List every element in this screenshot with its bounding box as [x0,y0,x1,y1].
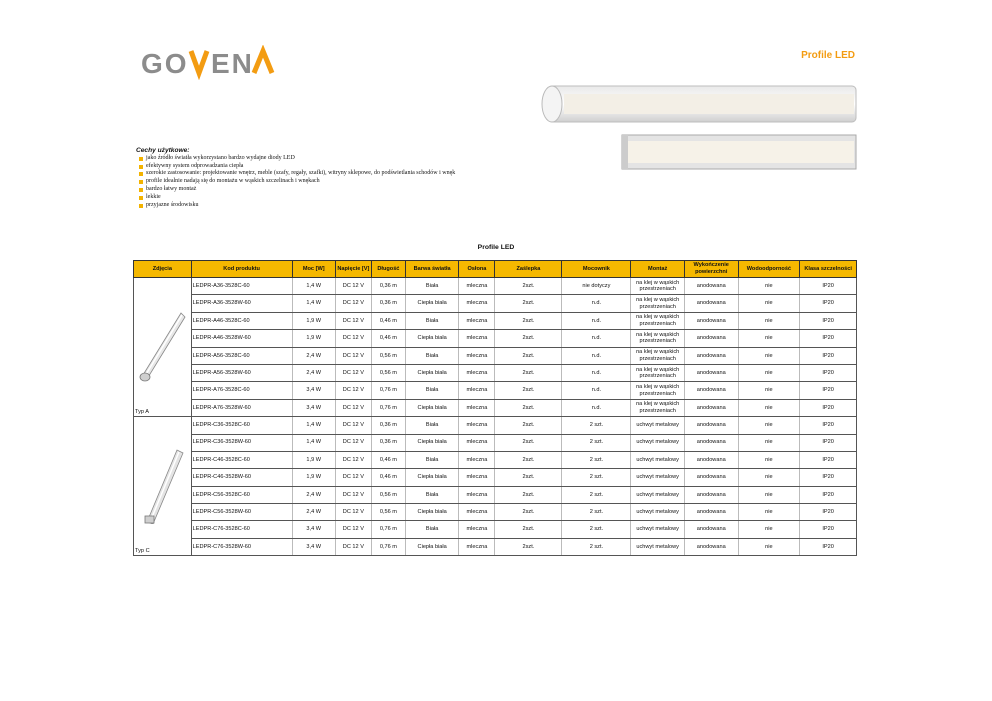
column-header: Mocownik [562,261,631,278]
logo-a-mark [254,51,272,73]
table-cell: mleczna [459,434,495,451]
table-cell: 2szt. [495,504,562,521]
govena-logo [141,45,276,80]
table-cell: IP20 [800,330,857,347]
table-cell: 2,4 W [292,504,335,521]
table-cell: IP20 [800,382,857,399]
table-cell: 2szt. [495,278,562,295]
product-code-cell: LEDPR-A76-3528C-60 [191,382,292,399]
table-cell: DC 12 V [335,295,371,312]
table-title: Profile LED [477,244,515,251]
table-cell: Ciepła biała [405,330,459,347]
table-cell: IP20 [800,486,857,503]
feature-item: profile idealnie nadają się do montażu w wąskich szczelinach i wnękach [136,178,455,186]
table-row [134,382,857,399]
table-cell: anodowana [684,538,738,555]
table-cell: 2szt. [495,469,562,486]
table-cell: mleczna [459,504,495,521]
logo-v-mark [191,51,207,73]
table-cell: nie [738,330,800,347]
feature-item: przyjazne środowisku [136,202,455,210]
column-header: Wykończenie powierzchni [684,261,738,278]
table-cell: 3,4 W [292,399,335,416]
table-cell: 2 szt. [562,434,631,451]
table-cell: anodowana [684,434,738,451]
table-cell: Ciepła biała [405,295,459,312]
table-cell: IP20 [800,451,857,468]
table-cell: Biała [405,521,459,538]
led-profile-typ-c-photo [137,444,187,524]
table-cell: Ciepła biała [405,399,459,416]
table-cell: n.d. [562,295,631,312]
table-cell: 2szt. [495,364,562,381]
table-row [134,295,857,312]
type-label: Typ C [135,547,150,554]
table-cell: IP20 [800,504,857,521]
table-cell: 2szt. [495,330,562,347]
product-code-cell: LEDPR-A56-3528C-60 [191,347,292,364]
table-cell: Biała [405,347,459,364]
table-cell: mleczna [459,417,495,434]
table-cell: IP20 [800,469,857,486]
product-code-cell: LEDPR-A36-3528W-60 [191,295,292,312]
product-code-cell: LEDPR-C46-3528C-60 [191,451,292,468]
table-cell: 2,4 W [292,347,335,364]
table-cell: uchwyt metalowy [631,486,685,503]
table-cell: mleczna [459,538,495,555]
table-cell: 2szt. [495,312,562,329]
table-cell: DC 12 V [335,469,371,486]
table-row [134,312,857,329]
table-cell: mleczna [459,469,495,486]
table-cell: 2 szt. [562,521,631,538]
table-row [134,347,857,364]
table-cell: DC 12 V [335,486,371,503]
table-cell: nie [738,486,800,503]
table-cell: 0,56 m [371,486,405,503]
table-cell: 1,4 W [292,417,335,434]
table-cell: IP20 [800,434,857,451]
table-cell: mleczna [459,451,495,468]
features-heading: Cechy użytkowe: [136,147,190,154]
table-cell: nie [738,295,800,312]
table-row [134,538,857,555]
table-cell: na klej w wąskich przestrzeniach [631,399,685,416]
column-header: Kod produktu [191,261,292,278]
table-row [134,364,857,381]
table-cell: mleczna [459,399,495,416]
table-cell: nie [738,504,800,521]
table-cell: Biała [405,451,459,468]
table-cell: DC 12 V [335,399,371,416]
table-cell: n.d. [562,330,631,347]
column-header: Osłona [459,261,495,278]
table-row [134,330,857,347]
table-cell: 0,46 m [371,451,405,468]
table-cell: DC 12 V [335,538,371,555]
table-cell: anodowana [684,469,738,486]
column-header: Barwa światła [405,261,459,278]
table-cell: na klej w wąskich przestrzeniach [631,347,685,364]
product-code-cell: LEDPR-A56-3528W-60 [191,364,292,381]
table-cell: IP20 [800,278,857,295]
table-cell: uchwyt metalowy [631,521,685,538]
table-cell: nie [738,417,800,434]
product-code-cell: LEDPR-C56-3528C-60 [191,486,292,503]
table-cell: Ciepła biała [405,469,459,486]
table-cell: uchwyt metalowy [631,469,685,486]
table-cell: 0,76 m [371,538,405,555]
product-code-cell: LEDPR-A76-3528W-60 [191,399,292,416]
table-cell: DC 12 V [335,417,371,434]
table-cell: DC 12 V [335,330,371,347]
product-photo-cell [134,278,192,417]
table-cell: 0,56 m [371,364,405,381]
table-cell: nie [738,312,800,329]
feature-item: efektywny system odprowadzania ciepła [136,163,455,171]
product-code-cell: LEDPR-C76-3528W-60 [191,538,292,555]
column-header: Zdjęcia [134,261,192,278]
table-cell: Biała [405,312,459,329]
table-cell: 1,4 W [292,295,335,312]
table-cell: 0,36 m [371,417,405,434]
table-cell: 2szt. [495,347,562,364]
table-cell: 3,4 W [292,538,335,555]
led-profile-photo-rounded [538,82,858,126]
product-code-cell: LEDPR-C46-3528W-60 [191,469,292,486]
table-cell: 0,36 m [371,434,405,451]
table-cell: n.d. [562,364,631,381]
column-header: Montaż [631,261,685,278]
table-cell: 3,4 W [292,382,335,399]
table-cell: 2szt. [495,399,562,416]
table-cell: mleczna [459,278,495,295]
table-cell: mleczna [459,295,495,312]
table-cell: 0,76 m [371,521,405,538]
table-cell: nie [738,434,800,451]
table-cell: 2szt. [495,295,562,312]
svg-text:EN: EN [211,48,254,79]
table-cell: anodowana [684,347,738,364]
table-cell: n.d. [562,399,631,416]
table-cell: na klej w wąskich przestrzeniach [631,382,685,399]
led-profile-photo-square [620,133,858,171]
table-cell: anodowana [684,312,738,329]
table-cell: anodowana [684,295,738,312]
column-header: Moc [W] [292,261,335,278]
feature-item: lekkie [136,194,455,202]
column-header: Zaślepka [495,261,562,278]
table-cell: DC 12 V [335,347,371,364]
table-cell: 0,46 m [371,330,405,347]
table-cell: 2szt. [495,486,562,503]
table-row [134,399,857,416]
table-cell: mleczna [459,382,495,399]
table-cell: Biała [405,278,459,295]
table-cell: 1,9 W [292,451,335,468]
table-cell: DC 12 V [335,504,371,521]
table-row [134,451,857,468]
table-cell: 3,4 W [292,521,335,538]
table-cell: uchwyt metalowy [631,417,685,434]
table-cell: IP20 [800,521,857,538]
table-cell: 1,9 W [292,330,335,347]
table-cell: na klej w wąskich przestrzeniach [631,330,685,347]
product-code-cell: LEDPR-C76-3528C-60 [191,521,292,538]
table-cell: IP20 [800,295,857,312]
table-row [134,417,857,434]
table-cell: DC 12 V [335,434,371,451]
table-cell: Ciepła biała [405,434,459,451]
table-cell: Ciepła biała [405,538,459,555]
table-cell: Ciepła biała [405,504,459,521]
table-cell: 0,36 m [371,295,405,312]
table-cell: nie [738,347,800,364]
table-cell: mleczna [459,364,495,381]
table-cell: DC 12 V [335,312,371,329]
table-row [134,278,857,295]
table-cell: uchwyt metalowy [631,504,685,521]
table-cell: 2 szt. [562,451,631,468]
table-cell: mleczna [459,486,495,503]
table-cell: na klej w wąskich przestrzeniach [631,295,685,312]
table-cell: anodowana [684,382,738,399]
table-cell: 0,76 m [371,399,405,416]
table-cell: uchwyt metalowy [631,538,685,555]
table-cell: mleczna [459,330,495,347]
feature-item: jako źródło światła wykorzystano bardzo wydajne diody LED [136,155,455,163]
table-cell: 0,46 m [371,469,405,486]
table-cell: anodowana [684,278,738,295]
table-cell: 2,4 W [292,486,335,503]
table-cell: anodowana [684,417,738,434]
table-row [134,486,857,503]
table-cell: 2szt. [495,417,562,434]
table-cell: IP20 [800,417,857,434]
product-table [133,260,857,556]
table-cell: 2 szt. [562,417,631,434]
table-cell: mleczna [459,521,495,538]
table-cell: 1,4 W [292,278,335,295]
table-cell: 2 szt. [562,504,631,521]
product-code-cell: LEDPR-C36-3528C-60 [191,417,292,434]
column-header: Napięcie [V] [335,261,371,278]
table-cell: 2szt. [495,538,562,555]
feature-item: bardzo łatwy montaż [136,186,455,194]
table-row [134,434,857,451]
table-cell: IP20 [800,364,857,381]
table-header-row [134,261,857,278]
table-cell: nie [738,278,800,295]
logo-text: GO [141,48,189,79]
table-cell: DC 12 V [335,382,371,399]
table-cell: DC 12 V [335,521,371,538]
table-cell: 2 szt. [562,538,631,555]
product-code-cell: LEDPR-A36-3528C-60 [191,278,292,295]
table-cell: 1,4 W [292,434,335,451]
table-cell: nie [738,521,800,538]
table-cell: anodowana [684,364,738,381]
table-cell: anodowana [684,504,738,521]
page-title: Profile LED [801,50,855,61]
table-cell: nie [738,469,800,486]
table-cell: Biała [405,417,459,434]
table-cell: nie [738,382,800,399]
table-cell: mleczna [459,312,495,329]
table-cell: 2szt. [495,382,562,399]
column-header: Klasa szczelności [800,261,857,278]
product-code-cell: LEDPR-C36-3528W-60 [191,434,292,451]
table-cell: nie [738,451,800,468]
table-cell: Ciepła biała [405,364,459,381]
table-cell: nie [738,364,800,381]
table-cell: uchwyt metalowy [631,434,685,451]
table-cell: IP20 [800,399,857,416]
table-cell: 1,9 W [292,312,335,329]
table-cell: Biała [405,382,459,399]
table-cell: n.d. [562,382,631,399]
table-cell: anodowana [684,521,738,538]
table-cell: anodowana [684,451,738,468]
table-row [134,521,857,538]
table-cell: 2szt. [495,521,562,538]
table-cell: IP20 [800,538,857,555]
table-cell: DC 12 V [335,278,371,295]
product-code-cell: LEDPR-A46-3528W-60 [191,330,292,347]
table-cell: DC 12 V [335,451,371,468]
table-row [134,469,857,486]
table-cell: n.d. [562,312,631,329]
table-cell: 2szt. [495,451,562,468]
features-section [136,147,455,209]
table-row [134,504,857,521]
table-cell: 0,76 m [371,382,405,399]
table-cell: Biała [405,486,459,503]
table-cell: 2,4 W [292,364,335,381]
feature-item: szerokie zastosowanie: projektowanie wnętrz, meble (szafy, regały, szafki), witryny sklepowe, do podświetlania schodów i wnęk [136,170,455,178]
features-list [136,155,455,210]
table-cell: DC 12 V [335,364,371,381]
table-cell: anodowana [684,330,738,347]
column-header: Wodoodporność [738,261,800,278]
table-cell: 0,46 m [371,312,405,329]
product-code-cell: LEDPR-A46-3528C-60 [191,312,292,329]
table-cell: nie [738,538,800,555]
table-cell: 0,56 m [371,504,405,521]
table-cell: 2 szt. [562,486,631,503]
table-cell: 0,36 m [371,278,405,295]
table-cell: anodowana [684,486,738,503]
table-cell: 1,9 W [292,469,335,486]
table-cell: na klej w wąskich przestrzeniach [631,312,685,329]
table-cell: 2 szt. [562,469,631,486]
led-profile-typ-a-photo [137,305,187,385]
table-cell: mleczna [459,347,495,364]
table-cell: IP20 [800,347,857,364]
table-cell: uchwyt metalowy [631,451,685,468]
table-cell: nie dotyczy [562,278,631,295]
table-cell: 2szt. [495,434,562,451]
table-cell: anodowana [684,399,738,416]
product-photo-cell [134,417,192,556]
type-label: Typ A [135,408,149,415]
table-cell: IP20 [800,312,857,329]
table-cell: na klej w wąskich przestrzeniach [631,278,685,295]
column-header: Długość [371,261,405,278]
table-cell: 0,56 m [371,347,405,364]
table-cell: n.d. [562,347,631,364]
table-cell: na klej w wąskich przestrzeniach [631,364,685,381]
product-code-cell: LEDPR-C56-3528W-60 [191,504,292,521]
table-cell: nie [738,399,800,416]
